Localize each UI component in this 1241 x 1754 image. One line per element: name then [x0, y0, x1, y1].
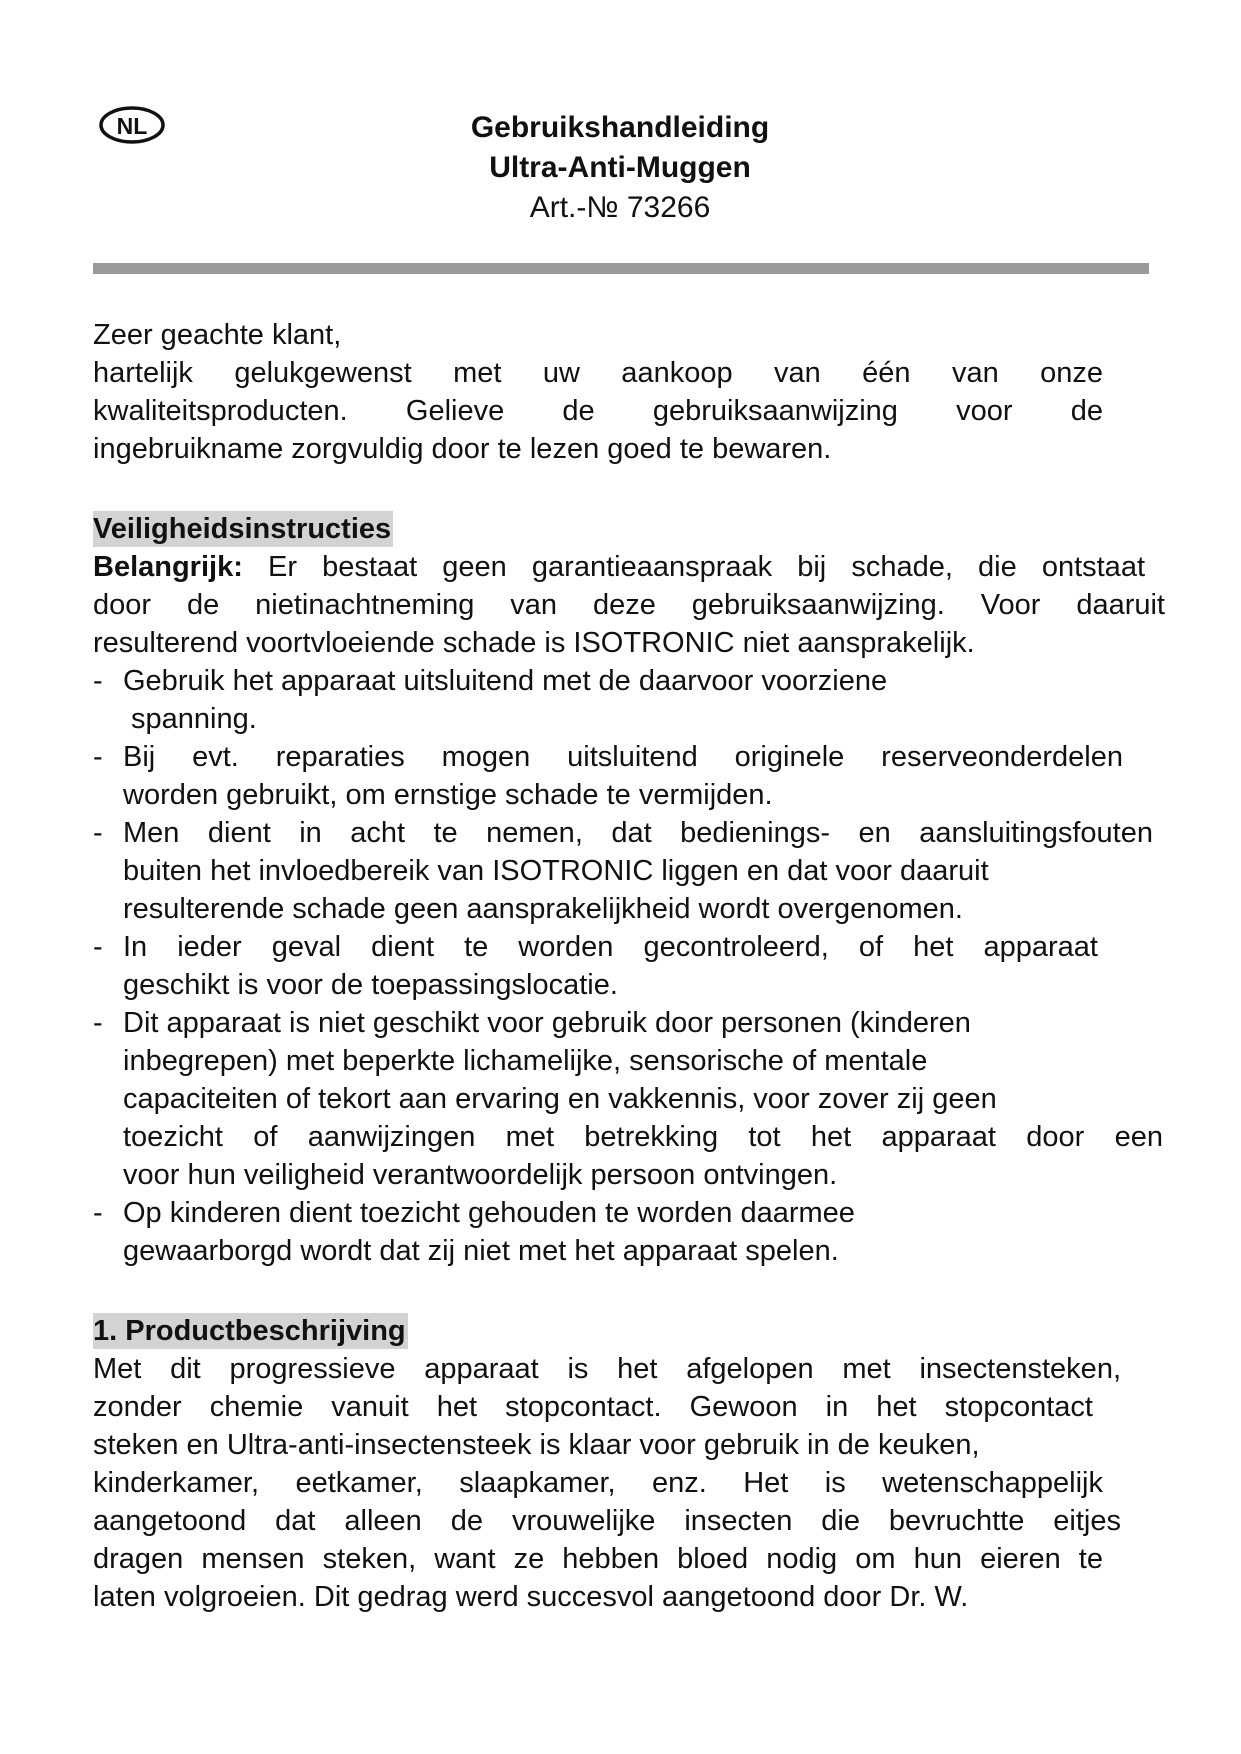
- list-item-line: resulterende schade geen aansprakelijkheid wordt overgenomen.: [123, 893, 963, 925]
- description-line: dragen mensen steken, want ze hebben bloed nodig om hun eieren te: [93, 1543, 1103, 1575]
- list-dash: -: [93, 665, 103, 697]
- list-item: [93, 1194, 1173, 1270]
- list-dash: -: [93, 1197, 103, 1229]
- list-item: [93, 738, 1173, 814]
- list-item-line: gewaarborgd wordt dat zij niet met het apparaat spelen.: [123, 1235, 839, 1267]
- list-item-line: buiten het invloedbereik van ISOTRONIC liggen en dat voor daaruit: [123, 855, 989, 887]
- safety-list: [93, 662, 1173, 1270]
- intro-line: kwaliteitsproducten. Gelieve de gebruiksaanwijzing voor de: [93, 395, 1103, 427]
- document-body: [93, 316, 1173, 1616]
- header-divider: [93, 263, 1149, 274]
- list-dash: -: [93, 741, 103, 773]
- description-line: kinderkamer, eetkamer, slaapkamer, enz. Het is wetenschappelijk: [93, 1467, 1103, 1499]
- description-line: aangetoond dat alleen de vrouwelijke insecten die bevruchtte eitjes: [93, 1505, 1121, 1537]
- greeting: Zeer geachte klant,: [93, 319, 342, 351]
- important-notice: [93, 548, 1145, 586]
- intro-line: hartelijk gelukgewenst met uw aankoop van één van onze: [93, 357, 1103, 389]
- document-title: Gebruikshandleiding: [470, 111, 770, 144]
- description-line: zonder chemie vanuit het stopcontact. Gewoon in het stopcontact: [93, 1391, 1093, 1423]
- list-item-line: worden gebruikt, om ernstige schade te vermijden.: [123, 779, 773, 811]
- description-line: steken en Ultra-anti-insectensteek is klaar voor gebruik in de keuken,: [93, 1429, 980, 1461]
- list-item-line: In ieder geval dient te worden gecontroleerd, of het apparaat: [123, 931, 1098, 963]
- product-name: Ultra-Anti-Muggen: [489, 151, 751, 184]
- list-item: [93, 662, 1173, 738]
- list-item-line: spanning.: [131, 703, 257, 735]
- language-code: NL: [116, 113, 148, 139]
- safety-heading: Veiligheidsinstructies: [93, 513, 392, 545]
- important-label: Belangrijk:: [93, 551, 243, 583]
- list-item-line: Dit apparaat is niet geschikt voor gebruik door personen (kinderen: [123, 1007, 971, 1039]
- list-item-line: Men dient in acht te nemen, dat bedienings- en aansluitingsfouten: [123, 817, 1153, 849]
- important-text: Er bestaat geen garantieaanspraak bij schade, die ontstaat: [242, 551, 1145, 583]
- list-item-line: inbegrepen) met beperkte lichamelijke, sensorische of mentale: [123, 1045, 928, 1077]
- list-item: [93, 1004, 1173, 1194]
- list-item-line: Op kinderen dient toezicht gehouden te worden daarmee: [123, 1197, 855, 1229]
- important-text-line: resulterend voortvloeiende schade is ISOTRONIC niet aansprakelijk.: [93, 627, 975, 659]
- list-dash: -: [93, 817, 103, 849]
- article-number: Art.-№ 73266: [529, 191, 711, 224]
- list-item-line: voor hun veiligheid verantwoordelijk persoon ontvingen.: [123, 1159, 838, 1191]
- description-line: laten volgroeien. Dit gedrag werd succesvol aangetoond door Dr. W.: [93, 1581, 969, 1613]
- list-item-line: Gebruik het apparaat uitsluitend met de daarvoor voorziene: [123, 665, 888, 697]
- list-dash: -: [93, 931, 103, 963]
- list-item: [93, 814, 1173, 928]
- important-text-line: door de nietinachtneming van deze gebruiksaanwijzing. Voor daaruit: [93, 589, 1165, 621]
- list-item-line: toezicht of aanwijzingen met betrekking tot het apparaat door een: [123, 1121, 1163, 1153]
- list-dash: -: [93, 1007, 103, 1039]
- list-item-line: capaciteiten of tekort aan ervaring en vakkennis, voor zover zij geen: [123, 1083, 997, 1115]
- list-item-line: geschikt is voor de toepassingslocatie.: [123, 969, 618, 1001]
- description-line: Met dit progressieve apparaat is het afgelopen met insectensteken,: [93, 1353, 1121, 1385]
- product-description-heading: 1. Productbeschrijving: [93, 1315, 406, 1347]
- list-item: [93, 928, 1173, 1004]
- language-badge-nl: [98, 104, 166, 146]
- intro-line: ingebruikname zorgvuldig door te lezen goed te bewaren.: [93, 433, 832, 465]
- document-header: [380, 108, 860, 228]
- list-item-line: Bij evt. reparaties mogen uitsluitend originele reserveonderdelen: [123, 741, 1123, 773]
